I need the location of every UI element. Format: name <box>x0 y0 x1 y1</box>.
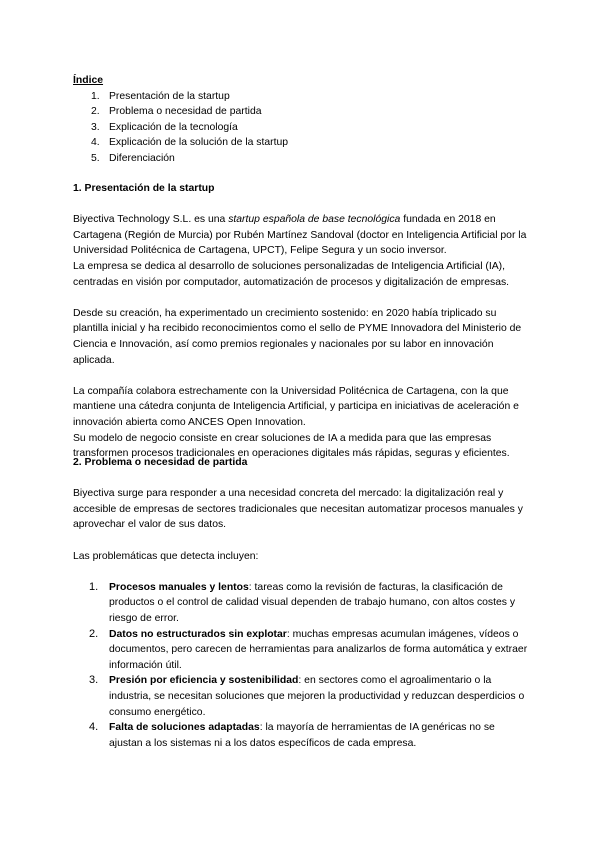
toc-item <box>73 135 533 151</box>
toc-title: Índice <box>73 75 104 86</box>
toc-list <box>73 89 533 167</box>
problem-item <box>73 627 529 674</box>
problem-number: 2. <box>89 627 99 640</box>
toc-item-number: 5. <box>91 152 100 164</box>
section-heading: 2. Problema o necesidad de partida <box>73 457 248 468</box>
table-of-contents <box>73 73 533 167</box>
section-heading: 1. Presentación de la startup <box>73 183 215 194</box>
toc-item-text: Explicación de la solución de la startup <box>109 137 289 149</box>
section-presentacion <box>73 181 529 462</box>
problem-item <box>73 580 529 627</box>
paragraph: Biyectiva surge para responder a una necesidad concreta del mercado: la digitalización real y accesible de empresas de sectores tradicionales que necesitan automatizar procesos manuales y aprovechar el valor de sus datos. <box>73 488 523 531</box>
toc-item-number: 4. <box>91 137 100 149</box>
toc-item <box>73 89 533 105</box>
problem-title: Presión por eficiencia y sostenibilidad <box>109 675 299 687</box>
toc-item-text: Diferenciación <box>109 152 175 164</box>
problem-text: : tareas como la revisión de facturas, la clasificación de productos o el control de calidad visual dependen de trabajo humano, con altos costes y riesgo de error. <box>109 581 516 624</box>
italic-text: startup española de base tecnológica <box>228 214 401 226</box>
toc-item-number: 1. <box>91 90 100 102</box>
toc-item <box>73 151 533 167</box>
toc-item-text: Presentación de la startup <box>109 90 230 102</box>
paragraph <box>73 212 529 259</box>
paragraph: La compañía colabora estrechamente con la Universidad Politécnica de Cartagena, con la que mantiene una cátedra conjunta de Inteligencia Artificial, y participa en iniciativas de aceleración e innovación abierta como ANCES Open Innovation. <box>73 385 519 428</box>
problem-item <box>73 673 529 720</box>
toc-item-text: Problema o necesidad de partida <box>109 106 262 118</box>
problem-title: Datos no estructurados sin explotar <box>109 628 287 640</box>
paragraph: Su modelo de negocio consiste en crear soluciones de IA a medida para que las empresas transformen procesos tradicionales en operaciones digitales más rápidas, seguras y eficientes. <box>73 432 510 460</box>
problem-number: 4. <box>89 721 99 734</box>
problem-list <box>73 580 529 752</box>
section-problema <box>73 455 529 751</box>
problem-number: 3. <box>89 674 99 687</box>
toc-item-text: Explicación de la tecnología <box>109 121 238 133</box>
text-run: fundada en 2018 en Cartagena (Región de Murcia) por Rubén Martínez Sandoval (doctor en Inteligencia Artificial por la Universidad Politécnica de Cartagena, UPCT), Felipe Segura y un socio inversor. <box>73 214 527 257</box>
problem-item <box>73 720 529 751</box>
paragraph: La empresa se dedica al desarrollo de soluciones personalizadas de Inteligencia Artificial (IA), centradas en visión por computador, automatización de procesos y digitalización de empresas. <box>73 260 510 288</box>
toc-item <box>73 104 533 120</box>
problem-title: Falta de soluciones adaptadas <box>109 722 260 734</box>
problem-text: : muchas empresas acumulan imágenes, vídeos o documentos, pero carecen de herramientas para analizarlos de forma automática y extraer información útil. <box>109 628 528 671</box>
toc-item-number: 3. <box>91 121 100 133</box>
paragraph: Las problemáticas que detecta incluyen: <box>73 550 259 562</box>
paragraph: Desde su creación, ha experimentado un crecimiento sostenido: en 2020 había triplicado su plantilla inicial y ha recibido reconocimientos como el sello de PYME Innovadora del Ministerio de Ciencia e Innovación, así como premios regionales y nacionales por su labor en innovación aplicada. <box>73 307 522 366</box>
problem-number: 1. <box>89 580 99 593</box>
problem-text: : en sectores como el agroalimentario o la industria, se necesitan soluciones que mejoren la productividad y reduzcan desperdicios o consumo energético. <box>109 675 525 718</box>
toc-item-number: 2. <box>91 106 100 118</box>
problem-title: Procesos manuales y lentos <box>109 581 249 593</box>
text-run: Biyectiva Technology S.L. es una <box>73 214 229 226</box>
problem-text: : la mayoría de herramientas de IA genéricas no se ajustan a los sistemas ni a los datos específicos de cada empresa. <box>109 722 495 749</box>
toc-item <box>73 120 533 136</box>
